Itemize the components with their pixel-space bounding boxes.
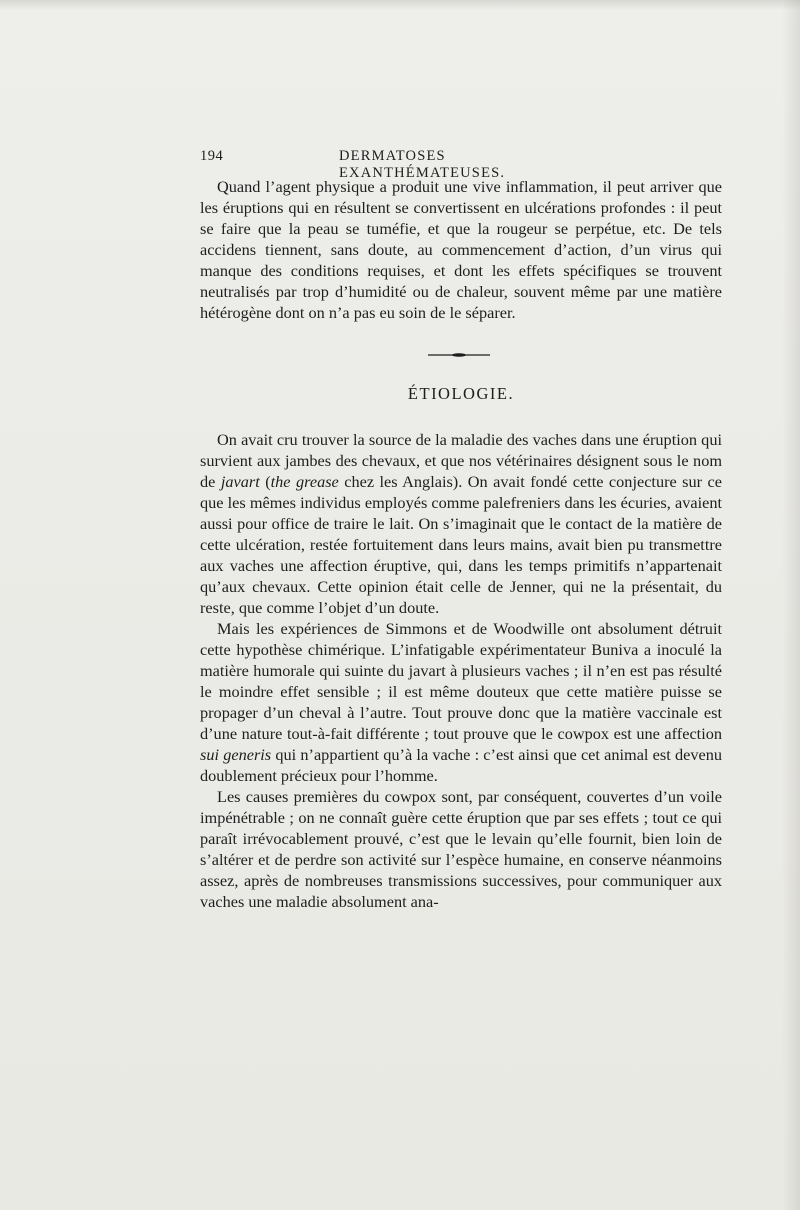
section-divider-ornament [428, 353, 490, 357]
page-edge-shadow [782, 0, 800, 1210]
running-head [200, 148, 600, 181]
p1-text-start: On avait cru trouver la source de la maladie des vaches dans une éruption qui survient aux jambes des chevaux, et que nos vétérinaires désignent sous le nom de [200, 430, 722, 491]
etiology-paragraph-1 [200, 429, 722, 618]
intro-paragraph: Quand l’agent physique a produit une vive inflammation, il peut arriver que les éruptions qui en résultent se convertissent en ulcérations profondes : il peut se faire que la peau se tuméfie, et que la rougeur se perpétue, etc. De tels accidens tiennent, sans doute, au commencement d’action, d’un virus qui manque des conditions requises, et dont les effets spécifiques se trouvent neutralisés par trop d’humidité ou de chaleur, souvent même par une matière hétérogène dont on n’a pas eu soin de le séparer. [200, 177, 722, 322]
term-sui-generis: sui generis [200, 745, 272, 764]
p2-text-end: qui n’appartient qu’à la vache : c’est ainsi que cet animal est devenu doublement précieux pour l’homme. [200, 745, 722, 785]
p1-text-end: chez les Anglais). On avait fondé cette conjecture sur ce que les mêmes individus employés comme palefreniers dans les écuries, avaient aussi pour office de traire le lait. On s’imaginait que le contact de la matière de cette ulcération, restée fortuitement dans leurs mains, avait bien pu transmettre aux vaches une affection éruptive, qui, dans les temps primitifs n’appartenait qu’aux chevaux. Cette opinion était celle de Jenner, qui ne la présentait, du reste, que comme l’objet d’un doute. [200, 472, 722, 617]
section-heading-etiologie: ÉTIOLOGIE. [407, 384, 515, 403]
p1-open-paren: ( [259, 472, 271, 491]
p2-text-start: Mais les expériences de Simmons et de Woodwille ont absolument détruit cette hypothèse chimérique. L’infatigable expérimentateur Buniva a inoculé la matière humorale qui suinte du javart à plusieurs vaches ; il n’en est pas résulté le moindre effet sensible ; il est même douteux que cette matière puisse se propager d’un cheval à l’autre. Tout prouve donc que la matière vaccinale est d’une nature tout-à-fait différente ; tout prouve que le cowpox est une affection [200, 619, 722, 743]
running-head-title: DERMATOSES EXANTHÉMATEUSES. [339, 148, 506, 181]
intro-text-block [200, 176, 722, 323]
page-top-shadow [0, 0, 800, 10]
page-number: 194 [200, 148, 224, 164]
term-the-grease: the grease [270, 472, 339, 491]
term-javart: javart [220, 472, 260, 491]
etiology-paragraph-2 [200, 618, 722, 786]
etiology-paragraph-3: Les causes premières du cowpox sont, par conséquent, couvertes d’un voile impénétrable ; on ne connaît guère cette éruption que par ses effets ; tout ce qui paraît irrévocablement prouvé, c’est que le levain qu’elle fournit, bien loin de s’altérer et de perdre son activité sur l’espèce humaine, en conserve néanmoins assez, après de nombreuses transmissions successives, pour communiquer aux vaches une maladie absolument ana- [200, 787, 722, 911]
etiology-text-block [200, 429, 722, 912]
